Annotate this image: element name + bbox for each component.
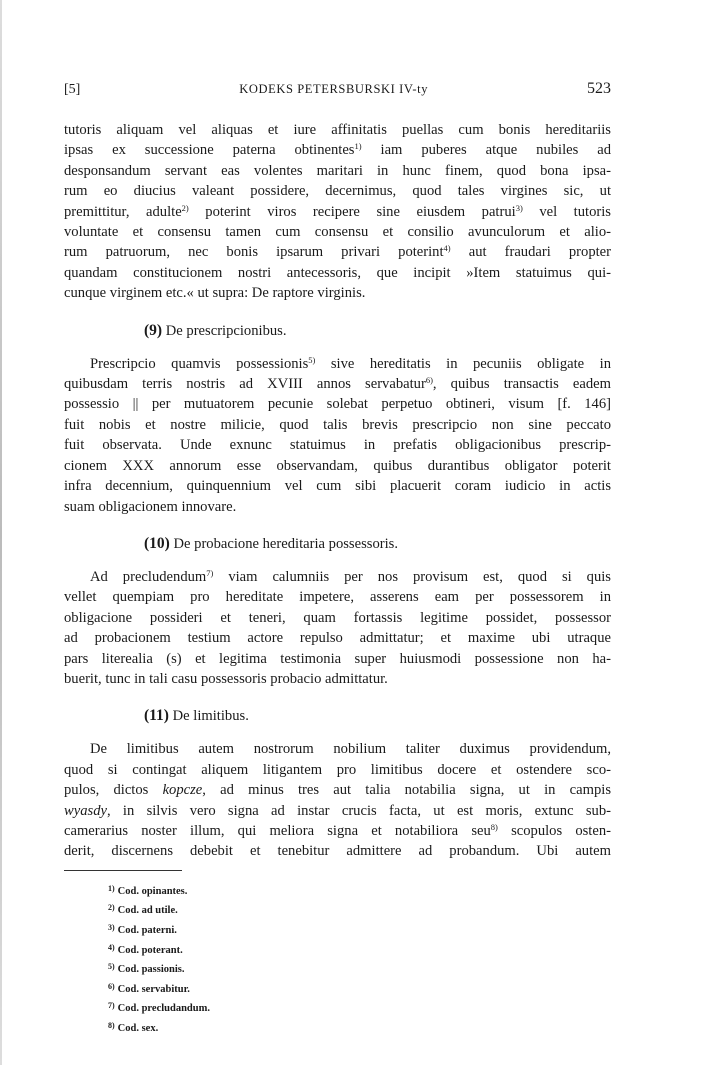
text-line: fuit observata. Unde exnunc statuimus in prefatis obligacionibus prescrip- xyxy=(64,437,611,454)
footnote-ref: 2) xyxy=(181,202,189,213)
footnote: $^{2)}$ Cod. ad utile. xyxy=(108,903,178,917)
text-line: suam obligacionem innovare. xyxy=(64,498,237,515)
text-line: Prescripcio quamvis possessionis$^{5)}$ sive hereditatis in pecuniis obligate in xyxy=(90,354,611,372)
footnote: $^{3)}$ Cod. paterni. xyxy=(108,922,177,936)
heading-text: De prescripcionibus. xyxy=(165,322,287,339)
italic-term: wyasdy xyxy=(64,802,107,819)
text-line: wyasdy, in silvis vero signa ad instar crucis facta, ut est moris, extunc sub- xyxy=(64,802,611,819)
text-line: fuit nobis et nostre milicie, quod talis brevis prescripcio non sine peccato xyxy=(64,416,611,433)
text-line: camerarius noster illum, qui meliora signa et notabiliora seu$^{8)}$ scopulos osten- xyxy=(64,821,611,839)
text-line: pars literealia (s) et legitima testimonia super huiusmodi possessione non ha- xyxy=(64,650,611,667)
text-line: derit, discernens debebit et tenebitur admittere ad probandum. Ubi autem xyxy=(64,843,611,860)
text-line: possessio || per mutuatorem pecunie solebat perpetuo obtineri, visum [f. 146] xyxy=(64,396,611,413)
footnote-ref: 8) xyxy=(490,821,498,832)
footnote: $^{1)}$ Cod. opinantes. xyxy=(108,883,188,897)
heading-number: (9) xyxy=(144,321,163,339)
section-heading-9 xyxy=(64,322,611,340)
footnote-ref: 5) xyxy=(308,354,316,365)
text-line: Ad precludendum$^{7)}$ viam calumniis per nos provisum est, quod si quis xyxy=(90,567,611,585)
section-heading-10 xyxy=(64,535,611,553)
heading-number: (11) xyxy=(144,707,169,725)
paragraph-4 xyxy=(64,739,611,861)
heading-text: De probacione hereditaria possessoris. xyxy=(173,535,398,552)
text-line: voluntate et consensu tamen cum consensu et consilio avunculorum et alio- xyxy=(64,224,611,241)
text-line: cunque virginem etc.« ut supra: De raptore virginis. xyxy=(64,285,366,302)
page-edge-shadow xyxy=(0,0,2,1065)
text-line: rum patruorum, nec bonis ipsarum privari poterint$^{4)}$ aut fraudari propter xyxy=(64,243,612,261)
paragraph-2 xyxy=(64,354,611,517)
text-line: buerit, tunc in tali casu possessoris probacio admittatur. xyxy=(64,670,388,687)
footnote: $^{6)}$ Cod. servabitur. xyxy=(108,981,190,995)
running-header xyxy=(64,80,611,98)
footnote-ref: 6) xyxy=(425,375,433,386)
text-line: desponsandum servant eas volentes maritari in hunc finem, quod bona ipsa- xyxy=(64,162,611,179)
text-line: infra decennium, quinquennium vel cum sibi placuerit coram iudicio in actis xyxy=(64,478,611,495)
text-line: quod si contingat aliquem litigantem pro limitibus docere et ostendere sco- xyxy=(64,761,611,778)
text-line: quandam constitucionem nostri antecessoris, que incipit »Item statuimus qui- xyxy=(64,264,611,281)
text-line: premittitur, adulte$^{2)}$ poterint viros recipere sine eiusdem patrui$^{3)}$ vel tutoris xyxy=(64,202,611,220)
text-line: De limitibus autem nostrorum nobilium taliter duximus providendum, xyxy=(90,741,611,758)
book-page xyxy=(64,80,611,1038)
text-line: rum eo diucius valeant possidere, decernimus, quod tales virgines sic, ut xyxy=(64,183,611,200)
footnotes xyxy=(64,881,611,1038)
footnote: $^{4)}$ Cod. poterant. xyxy=(108,942,183,956)
page-number: 523 xyxy=(586,80,611,97)
text-line: pulos, dictos kopcze, ad minus tres aut talia notabilia signa, ut in campis xyxy=(64,782,612,799)
text-line: vellet quempiam pro hereditate impetere, asserens eam per possessorem in xyxy=(64,589,611,606)
text-line: tutoris aliquam vel aliquas et iure affinitatis puellas cum bonis hereditariis xyxy=(64,122,611,138)
footnote: $^{5)}$ Cod. passionis. xyxy=(108,962,185,976)
footnote-ref: 1) xyxy=(354,141,362,152)
footnote-ref: 3) xyxy=(515,202,523,213)
running-title: KODEKS PETERSBURSKI IV-ty xyxy=(239,82,429,96)
text-line: ad probacionem testium actore repulso admittatur; et maxime ubi utraque xyxy=(64,630,611,647)
paragraph-3 xyxy=(64,567,611,689)
text-line: quibusdam terris nostris ad XVIII annos servabatur$^{6)}$, quibus transactis eadem xyxy=(64,375,611,393)
text-line: obligacione possideri et teneri, quam fortassis legitime possidet, possessor xyxy=(64,609,611,626)
text-line: ipsas ex successione paterna obtinentes$^{1)}$ iam puberes atque nubiles ad xyxy=(64,141,612,159)
section-heading-11 xyxy=(64,707,611,725)
text-line: cionem XXX annorum esse observandam, quibus durantibus obligator poterit xyxy=(64,457,611,474)
footnote-ref: 7) xyxy=(206,567,214,578)
italic-term: kopcze xyxy=(162,782,203,799)
footnote: $^{7)}$ Cod. precludandum. xyxy=(108,1001,210,1015)
heading-text: De limitibus. xyxy=(172,708,249,725)
section-number: [5] xyxy=(64,82,81,97)
paragraph-1 xyxy=(64,120,611,304)
footnote-ref: 4) xyxy=(443,243,451,254)
footnote-divider xyxy=(64,870,182,871)
footnote: $^{8)}$ Cod. sex. xyxy=(108,1020,159,1034)
heading-number: (10) xyxy=(144,534,170,552)
